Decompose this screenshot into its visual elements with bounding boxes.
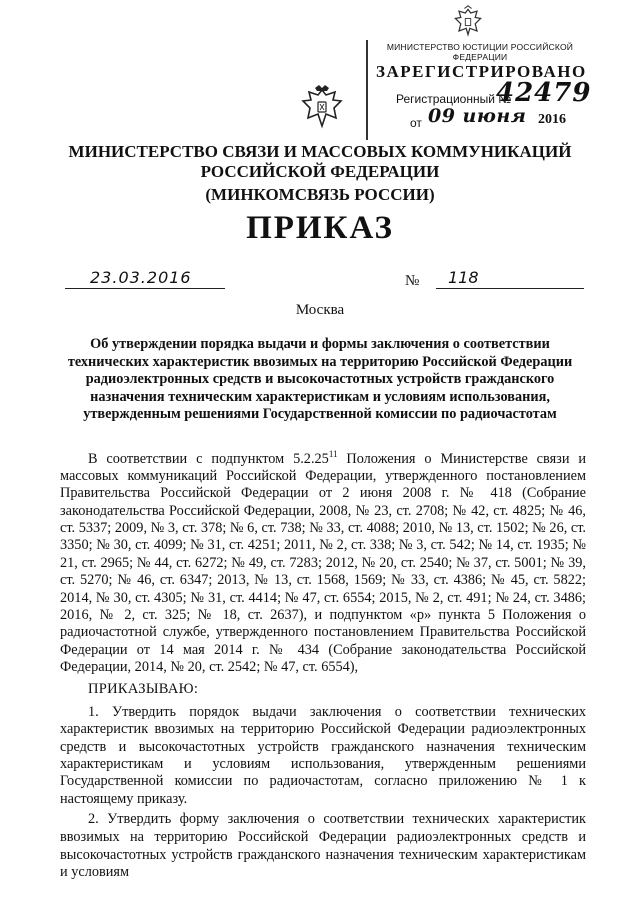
stamp-date-handwritten: 09 июня	[428, 105, 527, 127]
order-subject: Об утверждении порядка выдачи и формы заключения о соответствии технических характеристик ввозимых на территорию Российской Федерации радиоэлектронных средств и высокочастотных устройств гражданского назначения техническим характеристикам и условиям использования, утвержденным решениями Государственной комиссии по радиочастотам	[67, 336, 573, 422]
stamp-ministry-line: МИНИСТЕРСТВО ЮСТИЦИИ РОССИЙСКОЙ ФЕДЕРАЦИИ	[386, 42, 574, 62]
number-underline	[436, 288, 584, 289]
number-sign: №	[405, 273, 420, 289]
ministry-short-name: (МИНКОМСВЯЗЬ РОССИИ)	[205, 185, 435, 204]
stamp-date-prefix: от	[410, 116, 422, 130]
preamble-part2: Положения о Министерстве связи и массовых коммуникаций Российской Федерации, утвержденного постановлением Правительства Российской Федерации от 2 июня 2008 г. № 418 (Собрание законодательства Российской Федерации, 2008, № 23, ст. 2708; № 42, ст. 4825; № 46, ст. 5337; 2009, № 3, ст. 378; № 6, ст. 738; № 33, ст. 4088; 2010, № 13, ст. 1502; № 26, ст. 3350; № 30, ст. 4099; № 31, ст. 4251; 2011, № 2, ст. 338; № 3, ст. 542; № 14, ст. 1935; № 21, ст. 2965; № 44, ст. 6272; № 49, ст. 7283; 2012, № 20, ст. 2540; № 37, ст. 5001; № 39, ст. 5270; № 46, ст. 6347; 2013, № 13, ст. 1568, 1569; № 33, ст. 4386; № 45, ст. 5822; 2014, № 30, ст. 4305; № 31, ст. 4414; № 47, ст. 6554; 2015, № 2, ст. 491; № 24, ст. 3486; 2016, № 2, ст. 325; № 18, ст. 2637), и подпунктом «р» пункта 5 Положения о радиочастотной службе, утвержденного постановлением Правительства Российской Федерации от 14 мая 2014 г. № 434 (Собрание законодательства Российской Федерации, 2014, № 20, ст. 2542; № 47, ст. 6554),	[60, 450, 587, 675]
coat-of-arms-icon	[300, 82, 344, 130]
ministry-title: МИНИСТЕРСТВО СВЯЗИ И МАССОВЫХ КОММУНИКАЦИЙ РОССИЙСКОЙ ФЕДЕРАЦИИ	[68, 142, 572, 181]
date-underline	[65, 288, 225, 289]
stamp-date-year: 2016	[538, 112, 566, 127]
stamp-regnum-handwritten: 42479	[496, 78, 592, 108]
order-date-handwritten: 23.03.2016	[90, 268, 192, 287]
preamble-paragraph	[60, 446, 586, 676]
preamble-superscript: 11	[328, 449, 338, 459]
order-verb: ПРИКАЗЫВАЮ:	[88, 681, 199, 697]
stamp-regnum-label: Регистрационный №	[396, 92, 512, 106]
document-type-title: ПРИКАЗ	[246, 210, 394, 246]
order-item-1: 1. Утвердить порядок выдачи заключения о соответствии технических характеристик ввозимых на территорию Российской Федерации радиоэлектронных средств и высокочастотных устройств гражданского назначения техническим характеристикам и условиям использования, утвержденным решениями Государственной комиссии по радиочастотам, согласно приложению № 1 к настоящему приказу.	[60, 704, 586, 807]
eagle-emblem-icon	[450, 4, 486, 40]
order-number-handwritten: 118	[448, 268, 479, 287]
preamble-part1: В соответствии с подпунктом 5.2.25	[88, 450, 329, 467]
order-item-2: 2. Утвердить форму заключения о соответствии технических характеристик ввозимых на территорию Российской Федерации радиоэлектронных средств и высокочастотных устройств гражданского назначения техническим характеристикам и условиям	[60, 811, 586, 881]
stamp-registered-label: ЗАРЕГИСТРИРОВАНО	[376, 62, 587, 81]
city: Москва	[295, 302, 345, 318]
